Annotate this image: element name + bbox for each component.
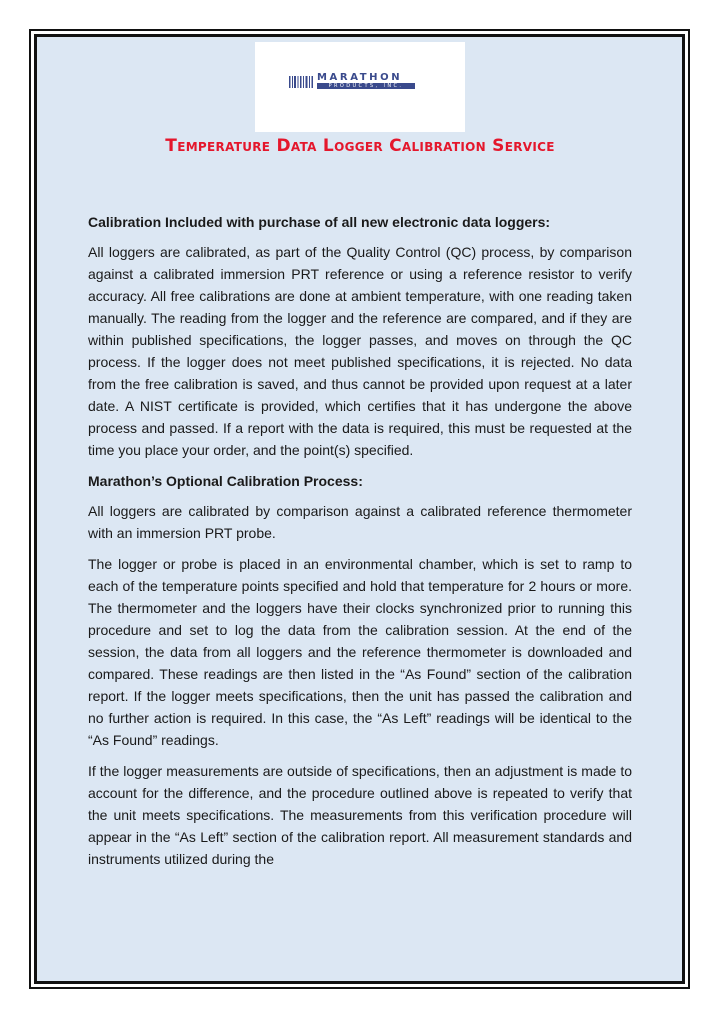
included-calibration-heading: Calibration Included with purchase of all new electronic data loggers: <box>88 214 551 230</box>
logo-wordmark: MARATHON <box>317 72 403 83</box>
barcode-logo-icon <box>289 76 313 88</box>
document-body <box>88 211 632 879</box>
optional-calibration-paragraph-3: If the logger measurements are outside of specifications, then an adjustment is made to account for the difference, and the procedure outlined above is repeated to verify that the unit meets specifications. The measurements from this verification procedure will appear in the “As Left” section of the calibration report. All measurement standards and instruments utilized during the <box>88 763 632 867</box>
company-logo <box>255 42 465 132</box>
optional-calibration-paragraph-1: All loggers are calibrated by comparison against a calibrated reference thermometer with an immersion PRT probe. <box>88 503 632 541</box>
included-calibration-paragraph: All loggers are calibrated, as part of the Quality Control (QC) process, by comparison against a calibrated immersion PRT reference or using a reference resistor to verify accuracy. All free calibrations are done at ambient temperature, with one reading taken manually. The reading from the logger and the reference are compared, and if they are within published specifications, the logger passes, and moves on through the QC process. If the logger does not meet published specifications, it is rejected. No data from the free calibration is saved, and thus cannot be provided upon request at a later date. A NIST certificate is provided, which certifies that it has undergone the above process and passed. If a report with the data is required, this must be requested at the time you place your order, and the point(s) specified. <box>88 244 632 458</box>
logo-tagline: PRODUCTS, INC. <box>317 83 415 89</box>
optional-calibration-heading: Marathon’s Optional Calibration Process: <box>88 473 363 489</box>
optional-calibration-paragraph-2: The logger or probe is placed in an environmental chamber, which is set to ramp to each of the temperature points specified and hold that temperature for 2 hours or more. The thermometer and the loggers have their clocks synchronized prior to running this procedure and set to log the data from the calibration session. At the end of the session, the data from all loggers and the reference thermometer is downloaded and compared. These readings are then listed in the “As Found” section of the calibration report. If the logger meets specifications, then the unit has passed the calibration and no further action is required. In this case, the “As Left” readings will be identical to the “As Found” readings. <box>88 556 632 748</box>
document-title: Temperature Data Logger Calibration Service <box>165 136 555 156</box>
